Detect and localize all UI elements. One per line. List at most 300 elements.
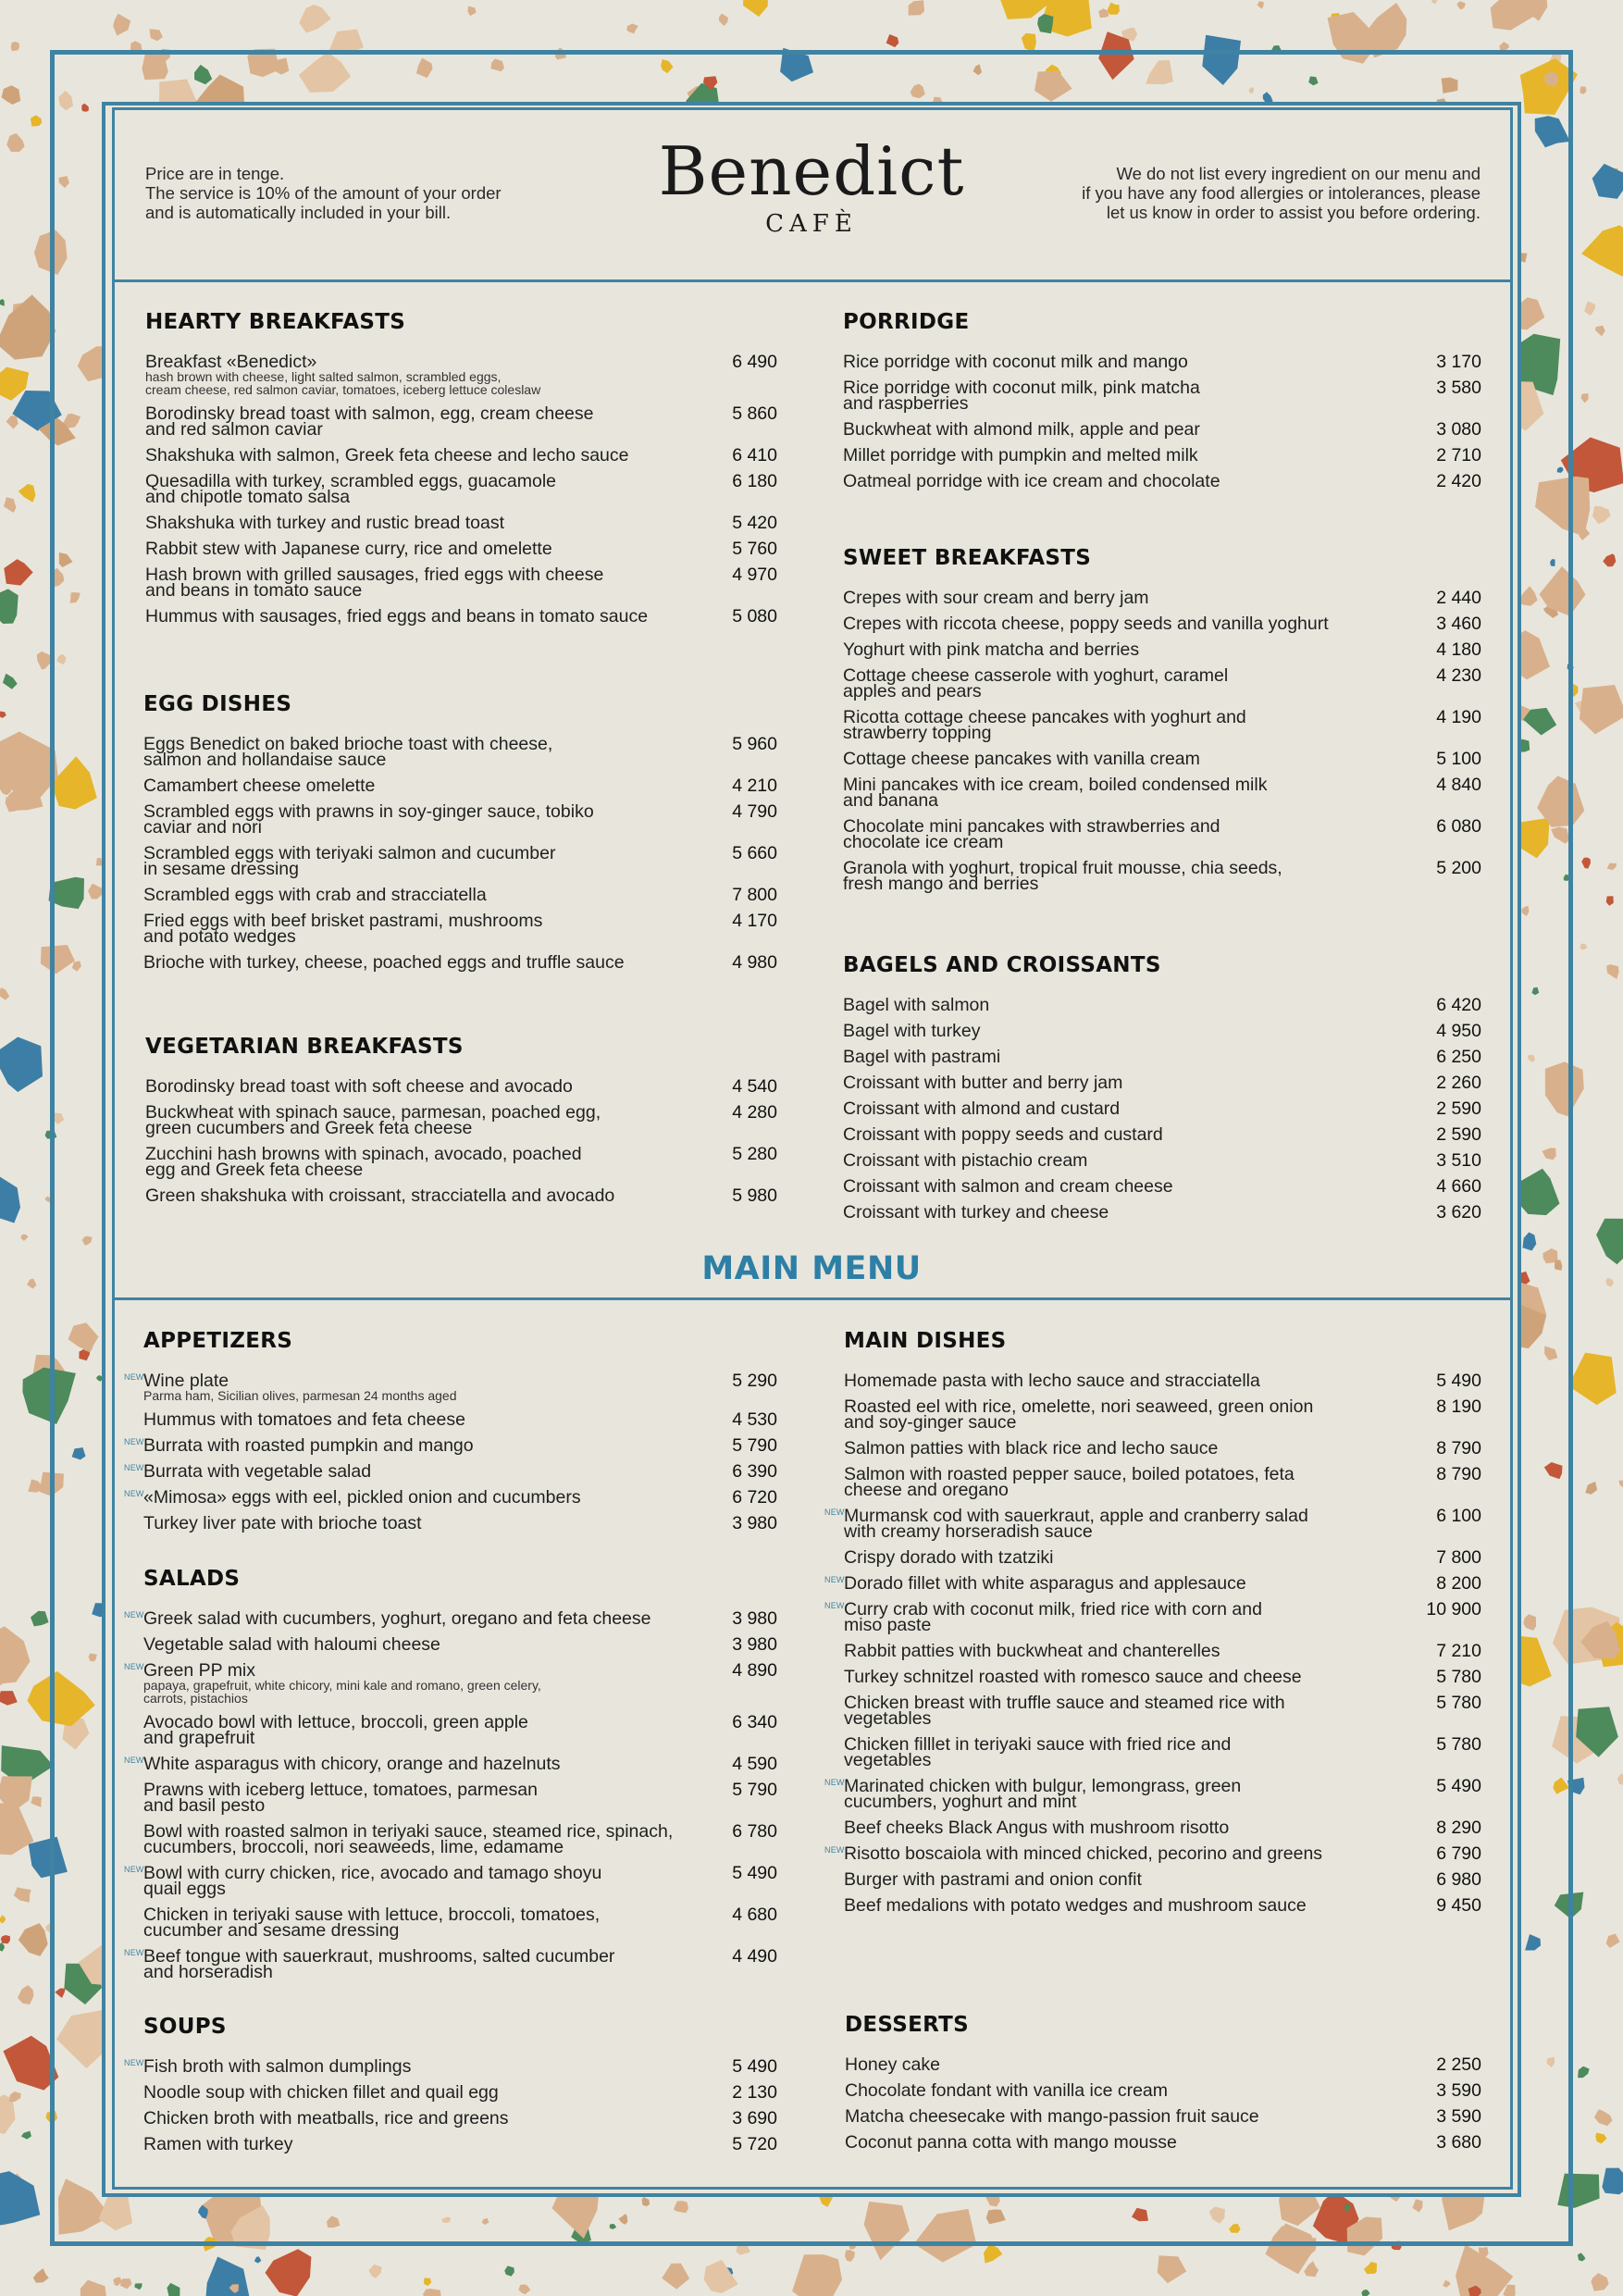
menu-item-price: 8 200 [1436,1573,1481,1594]
menu-item-name-continued: in sesame dressing [143,859,299,879]
menu-item-name-continued: quail eggs [143,1879,226,1899]
menu-item-name: Oatmeal porridge with ice cream and chocolate [843,471,1220,491]
menu-item-name: Greek salad with cucumbers, yoghurt, oregano and feta cheese [143,1608,651,1629]
terrazzo-chip [0,1915,6,1923]
menu-item-price: 4 280 [732,1102,777,1123]
terrazzo-chip [1584,302,1595,316]
menu-item-price: 3 590 [1436,2106,1481,2127]
terrazzo-chip [518,2284,530,2294]
menu-item [124,1371,777,1403]
terrazzo-chip [1592,164,1623,199]
terrazzo-chip [909,0,924,15]
menu-item [843,639,1481,660]
menu-item-price: 6 390 [732,1461,777,1482]
terrazzo-chip [1431,0,1437,4]
terrazzo-chip [423,2289,441,2296]
terrazzo-chip [18,1985,33,2004]
terrazzo-chip [1619,1481,1623,1488]
menu-item-name-continued: vegetables [844,1708,932,1729]
section-main-dishes [824,1329,1481,1916]
section-title: EGG DISHES [143,692,292,716]
menu-item-name: Bagel with pastrami [843,1047,1001,1067]
menu-item-price: 3 680 [1436,2132,1481,2153]
section-hearty-breakfasts [145,310,777,625]
menu-item-name: Quesadilla with turkey, scrambled eggs, guacamole [145,471,557,491]
menu-item [844,1464,1481,1500]
terrazzo-chip [1591,2273,1608,2290]
terrazzo-chip [1594,2109,1613,2126]
terrazzo-chip [1607,863,1617,871]
menu-item [843,1049,1481,1065]
terrazzo-chip [1581,858,1591,869]
menu-item-name: Yoghurt with pink matcha and berries [843,639,1140,660]
menu-item-price: 3 620 [1436,1202,1481,1222]
terrazzo-chip [149,29,162,41]
menu-item-name: Beef tongue with sauerkraut, mushrooms, salted cucumber [143,1946,615,1967]
menu-item [843,707,1481,743]
terrazzo-chip [205,2257,249,2296]
menu-item [143,843,777,879]
terrazzo-chip [19,484,36,503]
menu-item-name-continued: cheese and oregano [844,1480,1009,1500]
menu-item-price: 3 460 [1436,614,1481,634]
menu-item-price: 7 800 [1436,1547,1481,1568]
menu-item [124,1435,777,1456]
menu-item [843,1021,1481,1041]
menu-item-price: 4 980 [732,952,777,973]
menu-item-price: 3 080 [1436,419,1481,440]
terrazzo-chip [424,2278,431,2287]
terrazzo-chip [0,1942,5,1952]
menu-item-price: 6 720 [732,1487,777,1508]
terrazzo-chip [11,42,19,51]
terrazzo-chip [369,2265,382,2278]
section-salads [124,1567,777,1982]
new-badge: NEW [824,1845,845,1855]
menu-item-name: Roasted eel with rice, omelette, nori seaweed, green onion [844,1396,1314,1417]
logo-subtitle: CAFÈ [765,210,858,238]
menu-item-name: Noodle soup with chicken fillet and quail egg [143,2082,499,2103]
terrazzo-chip [0,589,19,624]
menu-item-price: 6 420 [1436,995,1481,1015]
terrazzo-chip [1581,393,1589,403]
menu-item-name: Scrambled eggs with crab and stracciatella [143,885,487,905]
menu-item [143,734,777,770]
menu-item [843,590,1481,606]
terrazzo-chip [6,416,19,428]
terrazzo-chip [19,1923,48,1956]
menu-item [844,1820,1481,1836]
menu-item-price: 5 860 [732,403,777,424]
menu-item-name-continued: and banana [843,790,939,811]
menu-item-name: Chicken in teriyaki sause with lettuce, broccoli, tomatoes, [143,1905,601,1925]
menu-item [843,995,1481,1015]
terrazzo-chip [1443,2280,1450,2288]
section-title: PORRIDGE [843,310,970,334]
terrazzo-chip [1592,506,1611,524]
terrazzo-chip [21,2131,31,2140]
terrazzo-chip [1596,1219,1623,1265]
menu-item-price: 3 510 [1436,1150,1481,1171]
menu-item-name: Green PP mix [143,1660,256,1681]
menu-item-price: 5 660 [732,843,777,863]
terrazzo-chip [1158,2255,1187,2283]
menu-item [145,1185,777,1206]
menu-item-price: 6 490 [732,352,777,372]
section-title: VEGETARIAN BREAKFASTS [145,1035,464,1059]
menu-item [844,1547,1481,1568]
terrazzo-chip [1361,2290,1369,2296]
menu-item [844,1641,1481,1661]
menu-item [145,515,777,531]
menu-item-name-continued: cucumber and sesame dressing [143,1920,400,1941]
menu-item-name: Bowl with roasted salmon in teriyaki sauce, steamed rice, spinach, [143,1821,674,1842]
main-menu-title: MAIN MENU [701,1250,922,1287]
menu-item-name: Croissant with butter and berry jam [843,1073,1123,1093]
new-badge: NEW [124,1865,144,1874]
menu-item [843,471,1481,491]
terrazzo-chip [1617,1774,1623,1785]
menu-item-price: 8 190 [1436,1396,1481,1417]
terrazzo-chip [1578,2066,1590,2078]
menu-item [844,1695,1481,1727]
menu-item-price: 5 780 [1436,1667,1481,1687]
section-vegetarian-breakfasts [145,1035,777,1204]
section-title: SALADS [143,1567,241,1591]
menu-item-name: Salmon with roasted pepper sauce, boiled potatoes, feta [844,1464,1295,1484]
section-title: SOUPS [143,2015,227,2039]
menu-item-name: Buckwheat with spinach sauce, parmesan, poached egg, [145,1102,601,1123]
menu-item-price: 4 840 [1436,775,1481,795]
menu-item [143,1782,777,1814]
menu-item-name: Chocolate mini pancakes with strawberries and [843,816,1220,837]
menu-item [843,1124,1481,1145]
menu-item-name: Croissant with pistachio cream [843,1150,1088,1171]
terrazzo-chip [845,2250,855,2262]
menu-item-price: 7 210 [1436,1641,1481,1661]
terrazzo-chip [1580,944,1587,950]
section-soups [124,2015,777,2154]
menu-item-name: Eggs Benedict on baked brioche toast with cheese, [143,734,553,754]
menu-item-price: 5 490 [732,1863,777,1883]
menu-item-name: Curry crab with coconut milk, fried rice with corn and [844,1599,1262,1620]
menu-item [143,1513,777,1533]
menu-item-price: 6 180 [732,471,777,491]
menu-item [843,380,1481,412]
new-badge: NEW [824,1601,845,1610]
menu-item-price: 6 780 [732,1821,777,1842]
section-title: MAIN DISHES [844,1329,1007,1353]
main-menu-divider [112,1297,1513,1300]
menu-item [145,403,777,440]
terrazzo-chip [984,2244,1002,2264]
terrazzo-chip [3,674,18,689]
terrazzo-chip [704,2260,738,2293]
menu-item-name: Turkey liver pate with brioche toast [143,1513,422,1533]
menu-item-price: 5 100 [1436,749,1481,769]
menu-item-price: 4 230 [1436,665,1481,686]
terrazzo-chip [0,1037,43,1093]
logo-name: Benedict [658,132,965,210]
terrazzo-chip [1605,1278,1614,1287]
section-porridge [843,310,1481,490]
menu-item-price: 6 980 [1436,1869,1481,1890]
menu-item [143,1907,777,1939]
terrazzo-chip [31,115,42,126]
menu-item-price: 4 790 [732,801,777,822]
menu-item-price: 3 980 [732,1513,777,1533]
menu-item [143,887,777,903]
menu-item-name: Chicken filllet in teriyaki sauce with fried rice and [844,1734,1232,1755]
menu-item-name: Risotto boscaiola with minced chicked, pecorino and greens [844,1843,1323,1864]
menu-item-name-continued: and beans in tomato sauce [145,580,363,601]
new-badge: NEW [124,1372,144,1382]
new-badge: NEW [124,1463,144,1472]
terrazzo-chip [0,2171,40,2226]
menu-item [843,1202,1481,1222]
menu-item-price: 4 540 [732,1076,777,1097]
menu-item [845,2080,1481,2101]
menu-item-name: Beef medalions with potato wedges and mushroom sauce [844,1895,1307,1916]
header-price-note [145,164,571,222]
new-badge: NEW [824,1778,845,1787]
menu-item-name: Buckwheat with almond milk, apple and pear [843,419,1200,440]
menu-item-name: Hash brown with grilled sausages, fried eggs with cheese [145,565,604,585]
header-left-line: and is automatically included in your bill. [145,203,452,222]
terrazzo-chip [1603,553,1616,566]
terrazzo-chip [1606,896,1614,906]
menu-item-name-continued: and soy-ginger sauce [844,1412,1017,1433]
menu-item-price: 2 250 [1436,2054,1481,2075]
menu-item-name: Avocado bowl with lettuce, broccoli, green apple [143,1712,528,1732]
menu-item-name: Fried eggs with beef brisket pastrami, mushrooms [143,911,543,931]
menu-item [143,913,777,945]
menu-item [845,2132,1481,2153]
terrazzo-chip [21,1235,29,1241]
header-left-line: Price are in tenge. [145,164,285,183]
section-title: HEARTY BREAKFASTS [145,310,406,334]
menu-item-name-continued: and raspberries [843,393,969,414]
menu-item [844,1734,1481,1770]
menu-item-price: 5 490 [1436,1776,1481,1796]
menu-item-name: Homemade pasta with lecho sauce and stracciatella [844,1371,1260,1391]
header-right-line: We do not list every ingredient on our menu and [1116,164,1481,183]
menu-item-price: 4 680 [732,1905,777,1925]
menu-item [843,1176,1481,1197]
terrazzo-chip [1581,225,1623,276]
new-badge: NEW [124,1437,144,1446]
terrazzo-chip [1108,3,1120,15]
section-title: DESSERTS [845,2013,969,2037]
menu-item [844,1669,1481,1685]
menu-item-price: 5 790 [732,1435,777,1456]
menu-item-name: Burger with pastrami and onion confit [844,1869,1142,1890]
menu-item-name-continued: cucumbers, yoghurt and mint [844,1792,1077,1812]
logo [626,134,997,238]
menu-item-name-continued: and potato wedges [143,926,296,947]
menu-item-price: 4 590 [732,1754,777,1774]
terrazzo-chip [81,2280,107,2296]
menu-item-name: Zucchini hash browns with spinach, avocado, poached [145,1144,582,1164]
menu-item-name-continued: fresh mango and berries [843,874,1039,894]
menu-item-name: Borodinsky bread toast with salmon, egg, cream cheese [145,403,594,424]
menu-item-description: carrots, pistachios [143,1691,248,1706]
terrazzo-chip [254,2256,262,2263]
menu-item [145,1076,777,1097]
terrazzo-chip [504,2265,514,2276]
menu-item-name: Dorado fillet with white asparagus and applesauce [844,1573,1246,1594]
terrazzo-chip [626,24,638,34]
menu-item-name: Murmansk cod with sauerkraut, apple and cranberry salad [844,1506,1308,1526]
new-badge: NEW [824,1508,845,1517]
menu-item-name: Croissant with almond and custard [843,1098,1121,1119]
menu-item-name: Rice porridge with coconut milk, pink matcha [843,378,1200,398]
terrazzo-chip [467,6,476,17]
terrazzo-chip [719,14,728,27]
terrazzo-chip [33,2268,49,2283]
menu-item-name: Millet porridge with pumpkin and melted milk [843,445,1198,465]
menu-item-name: Croissant with salmon and cream cheese [843,1176,1173,1197]
new-badge: NEW [124,1489,144,1498]
menu-item-name: Green shakshuka with croissant, stracciatella and avocado [145,1185,615,1206]
menu-item-price: 5 790 [732,1780,777,1800]
menu-item-price: 5 420 [732,513,777,533]
menu-item-price: 6 410 [732,445,777,465]
menu-item [843,1150,1481,1171]
menu-item-name-continued: caviar and nori [143,817,262,838]
menu-item-name: Croissant with turkey and cheese [843,1202,1109,1222]
menu-item-price: 4 660 [1436,1176,1481,1197]
menu-item [824,1573,1481,1594]
menu-item [843,751,1481,767]
menu-item [124,1946,777,1982]
menu-item-name-continued: and chipotle tomato salsa [145,487,351,507]
terrazzo-chip [1578,2253,1586,2261]
menu-item-name-continued: and basil pesto [143,1795,266,1816]
menu-item-name: «Mimosa» eggs with eel, pickled onion and cucumbers [143,1487,581,1508]
terrazzo-chip [1364,2262,1377,2274]
menu-item [145,471,777,507]
menu-item [145,1144,777,1180]
menu-item-price: 3 690 [732,2108,777,2128]
header-divider [112,279,1513,282]
terrazzo-chip [1457,1,1466,9]
terrazzo-chip [134,2283,142,2290]
menu-item-description: hash brown with cheese, light salted salmon, scrambled eggs, [145,369,502,384]
menu-item [145,354,777,396]
menu-item-name: Wine plate [143,1371,229,1391]
menu-item-name: Croissant with poppy seeds and custard [843,1124,1163,1145]
menu-item-name: Crepes with riccota cheese, poppy seeds and vanilla yoghurt [843,614,1329,634]
menu-item-name-continued: miso paste [844,1615,932,1635]
menu-item-price: 7 800 [732,885,777,905]
menu-item-price: 5 490 [1436,1371,1481,1391]
menu-item-name: Rabbit patties with buckwheat and chanterelles [844,1641,1220,1661]
menu-item [143,2108,777,2128]
menu-item-price: 8 790 [1436,1438,1481,1458]
menu-item [824,1599,1481,1635]
terrazzo-chip [1258,1,1264,8]
menu-item-price: 6 340 [732,1712,777,1732]
menu-item-name: Ramen with turkey [143,2134,293,2154]
section-appetizers [124,1329,777,1533]
menu-item [143,1712,777,1748]
terrazzo-chip [1098,8,1109,18]
section-title: SWEET BREAKFASTS [843,546,1092,570]
menu-item-name: Scrambled eggs with teriyaki salmon and cucumber [143,843,556,863]
terrazzo-chip [2,85,21,105]
terrazzo-chip [1,1935,10,1943]
menu-item [124,1487,777,1508]
menu-item-name-continued: strawberry topping [843,723,992,743]
header-right-line: let us know in order to assist you before ordering. [1106,203,1481,222]
menu-item-name: Borodinsky bread toast with soft cheese and avocado [145,1076,573,1097]
menu-item-price: 5 490 [732,2056,777,2077]
terrazzo-chip [0,712,6,718]
menu-item [843,1075,1481,1091]
menu-item-name: Chicken broth with meatballs, rice and greens [143,2108,509,2128]
menu-item-name: Crispy dorado with tzatziki [844,1547,1054,1568]
section-desserts [845,2013,1481,2151]
menu-item-price: 4 950 [1436,1021,1481,1041]
terrazzo-chip [1595,326,1605,337]
menu-item [843,419,1481,440]
terrazzo-chip [299,5,331,33]
menu-item-name: Bagel with salmon [843,995,990,1015]
menu-item-name: Salmon patties with black rice and lecho sauce [844,1438,1219,1458]
terrazzo-chip [1037,14,1053,33]
terrazzo-chip [167,2283,180,2296]
menu-item-price: 6 250 [1436,1047,1481,1067]
terrazzo-chip [120,2278,132,2289]
terrazzo-chip [0,1173,20,1222]
menu-item [143,1821,777,1857]
menu-item [145,445,777,465]
menu-item-name: Cottage cheese casserole with yoghurt, caramel [843,665,1229,686]
menu-item-name: Hummus with sausages, fried eggs and beans in tomato sauce [145,606,649,627]
terrazzo-chip [27,1279,36,1289]
menu-item-name-continued: cucumbers, broccoli, nori seaweeds, lime, edamame [143,1837,564,1857]
menu-item-price: 2 590 [1436,1098,1481,1119]
menu-item-name: Burrata with roasted pumpkin and mango [143,1435,474,1456]
terrazzo-chip [0,987,9,1000]
menu-item-name: Chocolate fondant with vanilla ice cream [845,2080,1169,2101]
terrazzo-chip [31,1796,42,1807]
menu-item [143,801,777,838]
terrazzo-chip [6,133,24,152]
menu-item [843,777,1481,809]
menu-item-price: 5 720 [732,2134,777,2154]
menu-item [145,567,777,599]
terrazzo-chip [4,497,17,513]
menu-item-price: 8 290 [1436,1818,1481,1838]
menu-item-name: Cottage cheese pancakes with vanilla cream [843,749,1200,769]
header-allergy-note [1018,164,1481,222]
menu-item-price: 6 100 [1436,1506,1481,1526]
menu-item-name: Fish broth with salmon dumplings [143,2056,412,2077]
menu-item-name: Bowl with curry chicken, rice, avocado and tamago shoyu [143,1863,602,1883]
menu-item-name-continued: vegetables [844,1750,932,1770]
menu-item-name: Coconut panna cotta with mango mousse [845,2132,1177,2153]
menu-item [143,778,777,794]
menu-item-name: Burrata with vegetable salad [143,1461,372,1482]
terrazzo-chip [1580,86,1586,94]
menu-item-price: 2 590 [1436,1124,1481,1145]
menu-item-description: papaya, grapefruit, white chicory, mini kale and romano, green celery, [143,1678,541,1693]
menu-item-name-continued: and grapefruit [143,1728,255,1748]
terrazzo-chip [1602,2168,1623,2195]
menu-item-name-continued: apples and pears [843,681,982,701]
